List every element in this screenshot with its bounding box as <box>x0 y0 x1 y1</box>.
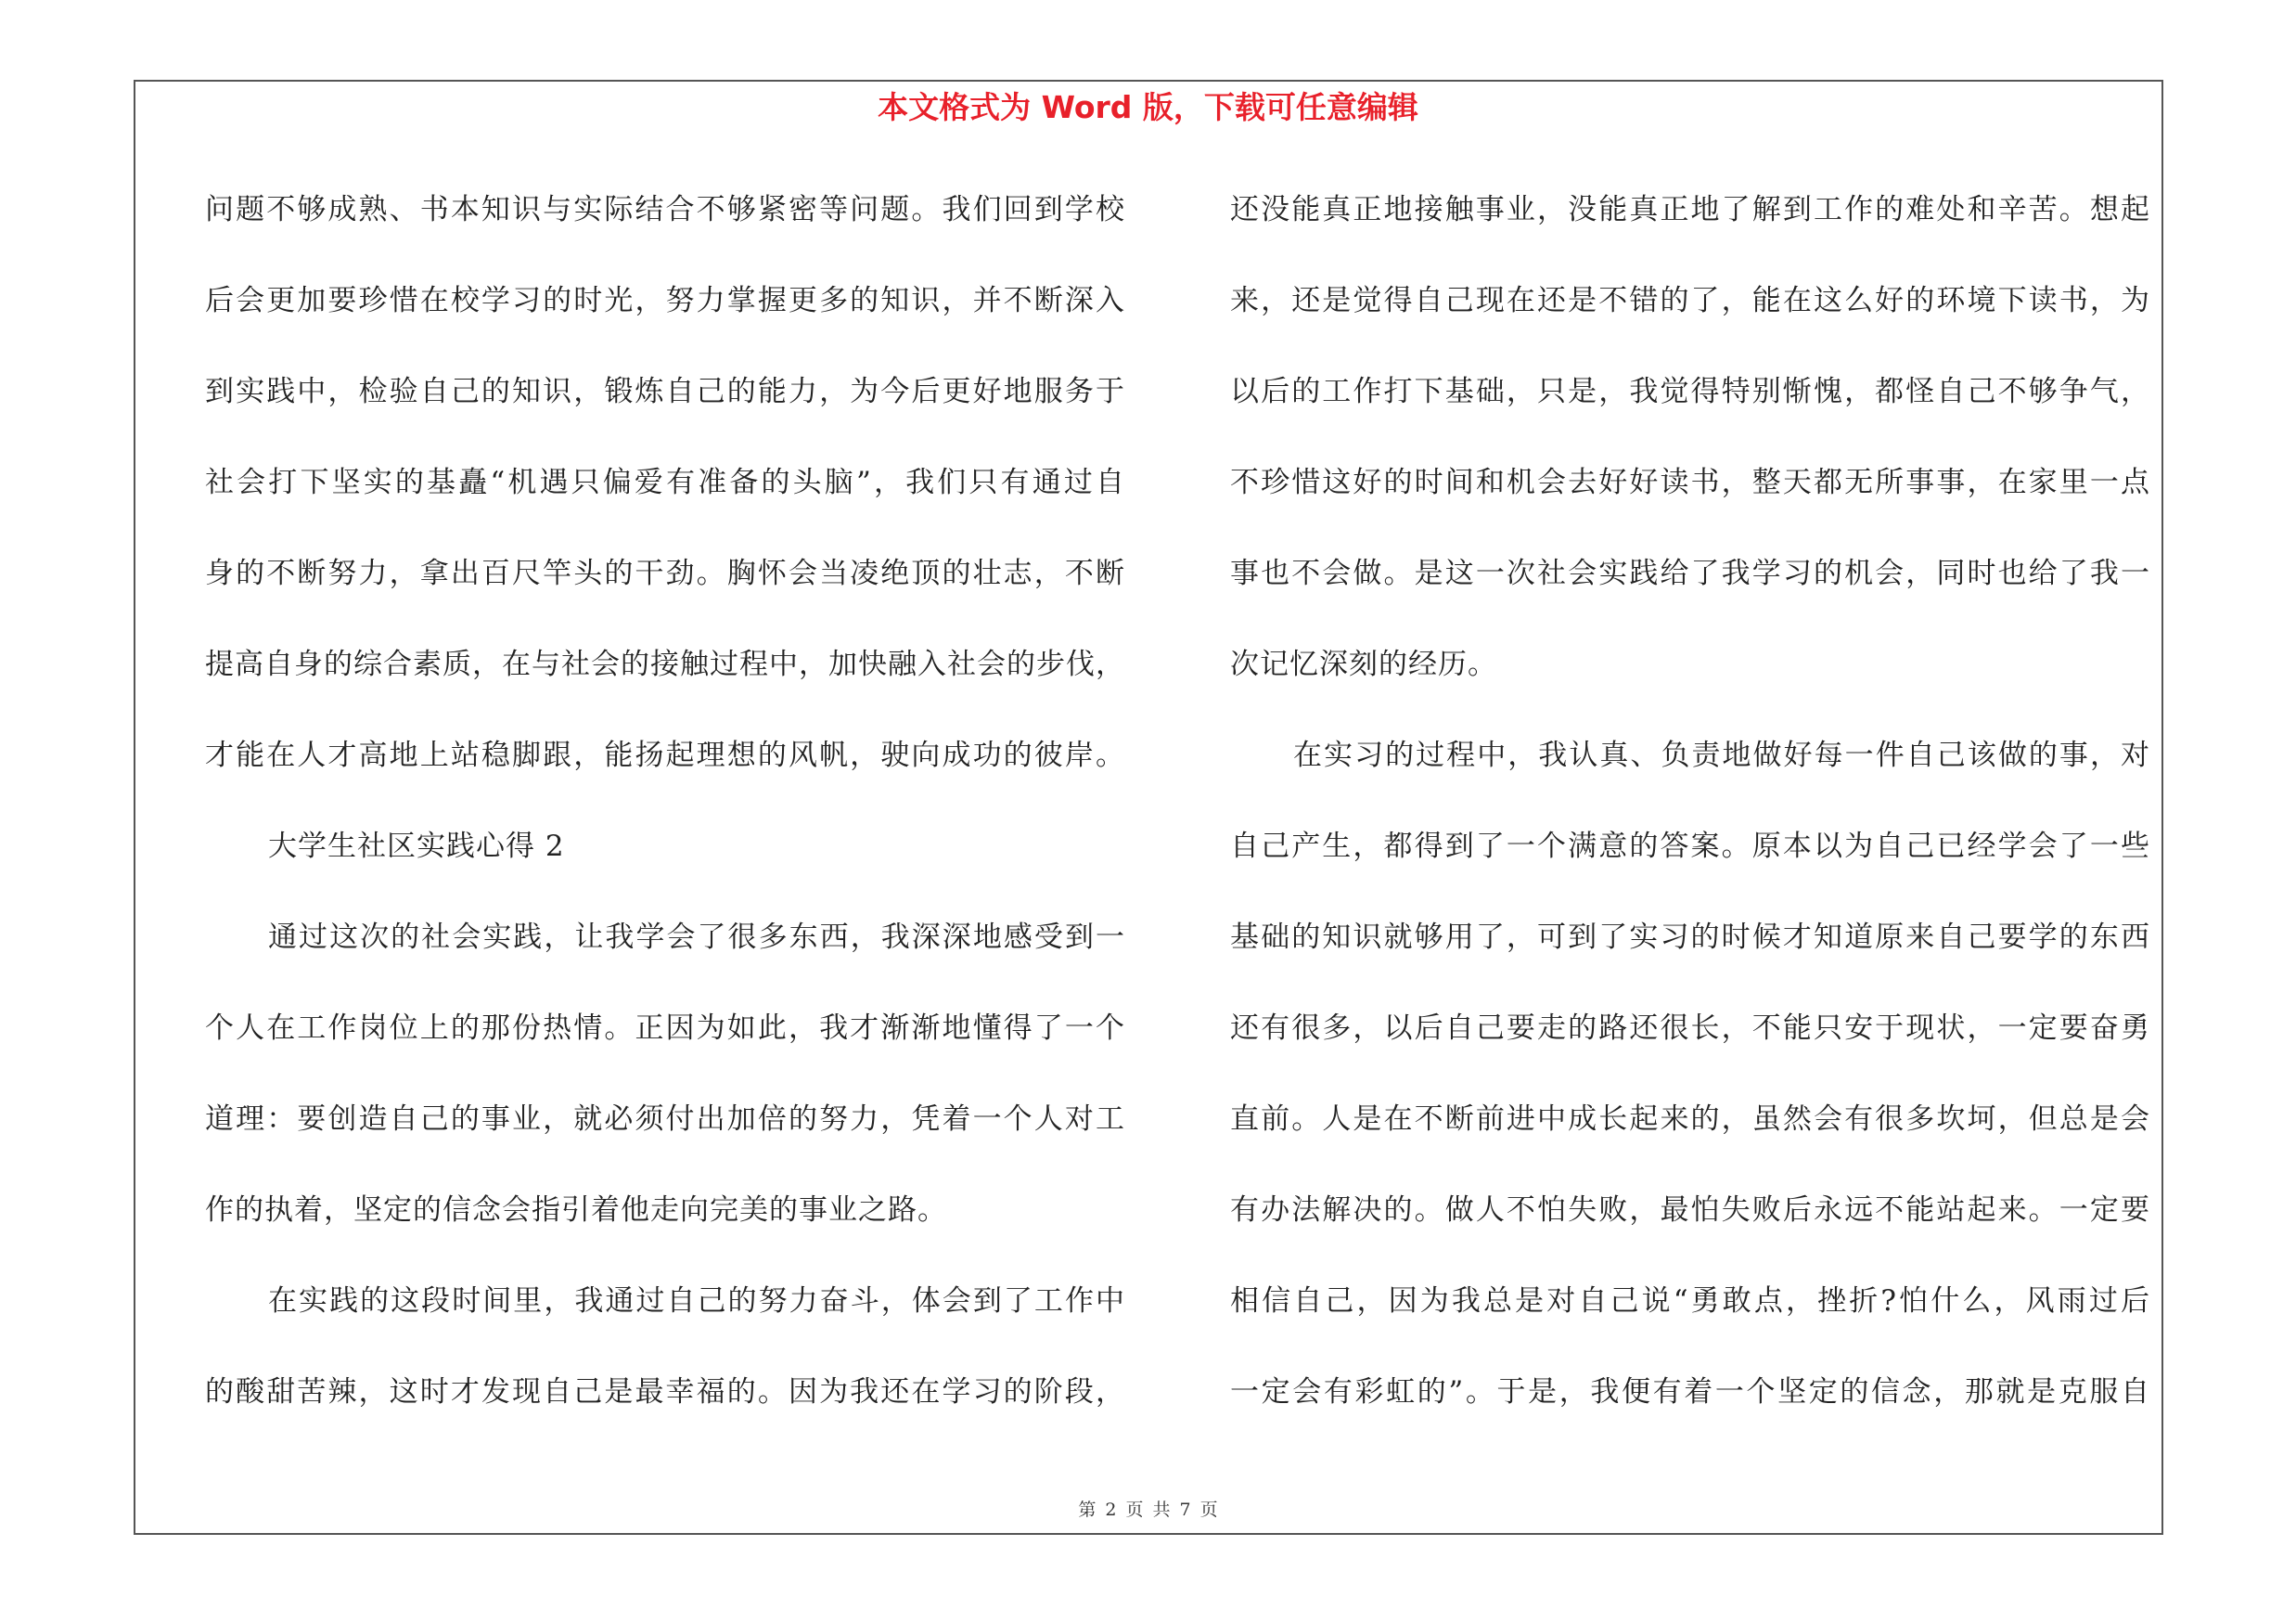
text-line: 在实习的过程中，我认真、负责地做好每一件自己该做的事，对 <box>1293 739 2150 772</box>
text-line: 道理：要创造自己的事业，就必须付出加倍的努力，凭着一个人对工 <box>205 1102 1125 1136</box>
text-line: 不珍惜这好的时间和机会去好好读书，整天都无所事事，在家里一点 <box>1230 466 2150 499</box>
text-line: 到实践中，检验自己的知识，锻炼自己的能力，为今后更好地服务于 <box>205 375 1125 408</box>
text-line: 社会打下坚实的基矗“机遇只偏爱有准备的头脑”，我们只有通过自 <box>205 466 1125 499</box>
text-line: 在实践的这段时间里，我通过自己的努力奋斗，体会到了工作中 <box>268 1284 1125 1318</box>
text-line: 个人在工作岗位上的那份热情。正因为如此，我才渐渐地懂得了一个 <box>205 1011 1125 1045</box>
text-line: 以后的工作打下基础，只是，我觉得特别惭愧，都怪自己不够争气， <box>1230 375 2150 408</box>
text-line: 还没能真正地接触事业，没能真正地了解到工作的难处和辛苦。想起 <box>1230 193 2150 226</box>
text-line: 才能在人才高地上站稳脚跟，能扬起理想的风帆，驶向成功的彼岸。 <box>205 739 1125 772</box>
text-line: 基础的知识就够用了，可到了实习的时候才知道原来自己要学的东西 <box>1230 921 2150 954</box>
text-line: 通过这次的社会实践，让我学会了很多东西，我深深地感受到一 <box>268 921 1125 954</box>
text-line: 作的执着，坚定的信念会指引着他走向完美的事业之路。 <box>205 1193 947 1227</box>
text-line: 自己产生，都得到了一个满意的答案。原本以为自己已经学会了一些 <box>1230 830 2150 863</box>
text-line: 后会更加要珍惜在校学习的时光，努力掌握更多的知识，并不断深入 <box>205 284 1125 317</box>
text-line: 提高自身的综合素质，在与社会的接触过程中，加快融入社会的步伐， <box>205 648 1125 681</box>
page-number: 第 2 页 共 7 页 <box>1078 1500 1218 1520</box>
text-line: 问题不够成熟、书本知识与实际结合不够紧密等问题。我们回到学校 <box>205 193 1125 226</box>
format-banner: 本文格式为 Word 版，下载可任意编辑 <box>878 89 1418 125</box>
text-line: 一定会有彩虹的”。于是，我便有着一个坚定的信念，那就是克服自 <box>1230 1375 2150 1409</box>
text-line: 相信自己，因为我总是对自己说“勇敢点，挫折?怕什么，风雨过后 <box>1230 1284 2150 1318</box>
left-text-column <box>205 182 1125 1455</box>
text-line: 还有很多，以后自己要走的路还很长，不能只安于现状，一定要奋勇 <box>1230 1011 2150 1045</box>
text-line: 有办法解决的。做人不怕失败，最怕失败后永远不能站起来。一定要 <box>1230 1193 2150 1227</box>
section-heading: 大学生社区实践心得 2 <box>268 830 565 863</box>
text-line: 的酸甜苦辣，这时才发现自己是最幸福的。因为我还在学习的阶段， <box>205 1375 1125 1409</box>
text-line: 直前。人是在不断前进中成长起来的，虽然会有很多坎坷，但总是会 <box>1230 1102 2150 1136</box>
text-line: 身的不断努力，拿出百尺竿头的干劲。胸怀会当凌绝顶的壮志，不断 <box>205 557 1125 590</box>
text-line: 次记忆深刻的经历。 <box>1230 648 1497 681</box>
text-line: 事也不会做。是这一次社会实践给了我学习的机会，同时也给了我一 <box>1230 557 2150 590</box>
text-line: 来，还是觉得自己现在还是不错的了，能在这么好的环境下读书，为 <box>1230 284 2150 317</box>
right-text-column <box>1230 182 2150 1455</box>
